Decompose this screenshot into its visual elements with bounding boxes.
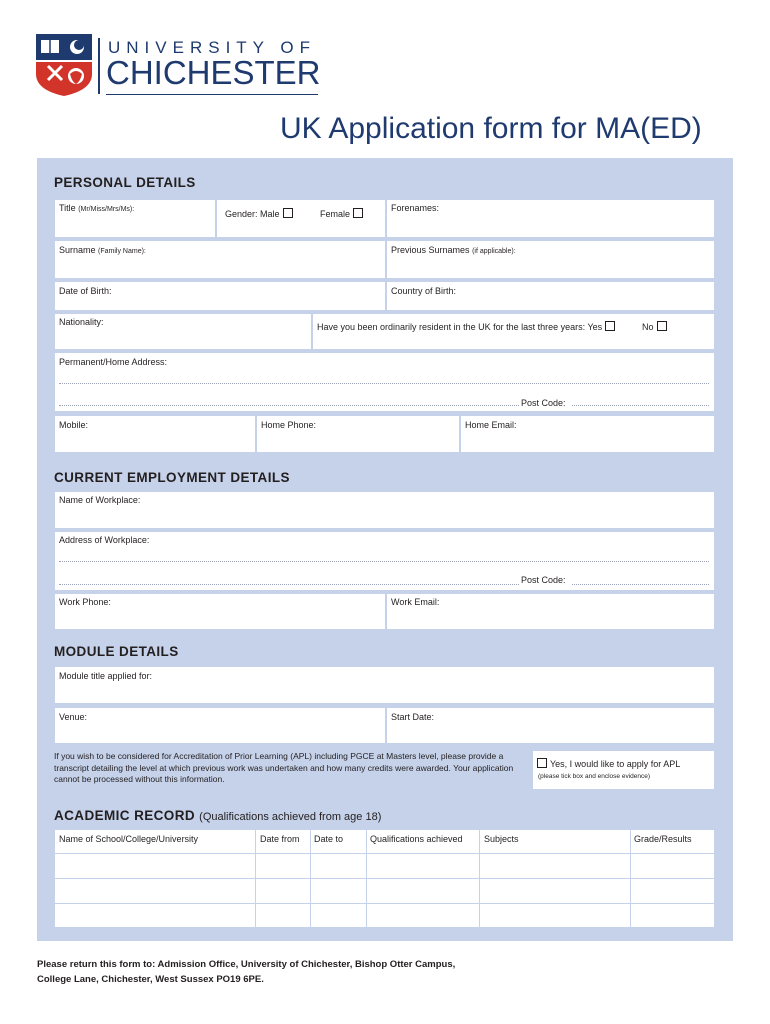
apl-checkbox-field [532, 750, 715, 790]
venue-label: Venue: [59, 712, 88, 722]
table-header-institution: Name of School/College/University [59, 834, 199, 844]
forenames-label: Forenames: [391, 203, 440, 213]
home-phone-label: Home Phone: [261, 420, 317, 430]
work-postcode-label: Post Code: [521, 575, 566, 585]
university-crest-logo [36, 34, 92, 96]
module-title-label: Module title applied for: [59, 671, 153, 681]
apl-note: (please tick box and enclose evidence) [538, 773, 651, 780]
workplace-address-label: Address of Workplace: [59, 535, 150, 545]
apl-checkbox[interactable] [537, 758, 547, 768]
gender-male-option[interactable]: Gender: Male [225, 208, 293, 219]
title-label: Title (Mr/Miss/Mrs/Ms): [59, 203, 135, 213]
return-address-line-1: Please return this form to: Admission Office, University of Chichester, Bishop Otter Campus, [37, 959, 456, 970]
workplace-name-field[interactable] [54, 491, 715, 529]
table-header-date-from: Date from [260, 834, 300, 844]
section-heading-module: MODULE DETAILS [54, 644, 179, 659]
nationality-label: Nationality: [59, 317, 104, 327]
table-row-divider [54, 903, 715, 904]
logo-underline [106, 94, 318, 95]
work-email-label: Work Email: [391, 597, 440, 607]
form-title: UK Application form for MA(ED) [280, 112, 702, 145]
address-line-1 [59, 383, 709, 384]
workplace-address-line-2 [59, 584, 519, 585]
home-address-label: Permanent/Home Address: [59, 357, 168, 367]
venue-field[interactable] [54, 707, 386, 744]
logo-text-university-of: UNIVERSITY OF [108, 38, 317, 57]
dob-label: Date of Birth: [59, 286, 112, 296]
workplace-address-line-1 [59, 561, 709, 562]
female-checkbox[interactable] [353, 208, 363, 218]
surname-label: Surname (Family Name): [59, 245, 146, 255]
start-date-label: Start Date: [391, 712, 435, 722]
table-row-divider [54, 853, 715, 854]
gender-female-option[interactable]: Female [320, 208, 363, 219]
start-date-field[interactable] [386, 707, 715, 744]
table-header-date-to: Date to [314, 834, 344, 844]
home-postcode-label: Post Code: [521, 398, 566, 408]
work-postcode-line [572, 584, 709, 585]
table-row-divider [54, 878, 715, 879]
country-of-birth-label: Country of Birth: [391, 286, 457, 296]
logo-text-chichester: CHICHESTER [106, 54, 321, 91]
table-header-subjects: Subjects [484, 834, 519, 844]
logo-divider [98, 38, 100, 94]
section-heading-employment: CURRENT EMPLOYMENT DETAILS [54, 470, 290, 485]
address-line-2 [59, 405, 519, 406]
residency-no-checkbox[interactable] [657, 321, 667, 331]
table-header-grade: Grade/Results [634, 834, 692, 844]
previous-surnames-label: Previous Surnames (if applicable): [391, 245, 516, 255]
mobile-label: Mobile: [59, 420, 89, 430]
module-title-field[interactable] [54, 666, 715, 704]
table-header-qualifications: Qualifications achieved [370, 834, 463, 844]
return-address-line-2: College Lane, Chichester, West Sussex PO19 6PE. [37, 974, 264, 985]
apl-yes-option[interactable]: Yes, I would like to apply for APL [537, 758, 680, 769]
workplace-name-label: Name of Workplace: [59, 495, 141, 505]
apl-instructions: If you wish to be considered for Accreditation of Prior Learning (APL) including PGCE at Masters level, please provide a transcript detailing the level at which previous work was undertaken and how many credits were awarded. Your application cannot be processed without this information. [54, 751, 514, 784]
residency-no-option[interactable]: No [642, 321, 667, 332]
home-email-label: Home Email: [465, 420, 517, 430]
section-heading-personal: PERSONAL DETAILS [54, 175, 196, 190]
return-instructions [37, 957, 455, 987]
section-heading-academic: ACADEMIC RECORD (Qualifications achieved from age 18) [54, 808, 382, 823]
residency-yes-checkbox[interactable] [605, 321, 615, 331]
residency-yes-option[interactable]: Have you been ordinarily resident in the UK for the last three years: Yes [317, 321, 615, 332]
male-checkbox[interactable] [283, 208, 293, 218]
home-postcode-line [572, 405, 709, 406]
work-phone-label: Work Phone: [59, 597, 111, 607]
